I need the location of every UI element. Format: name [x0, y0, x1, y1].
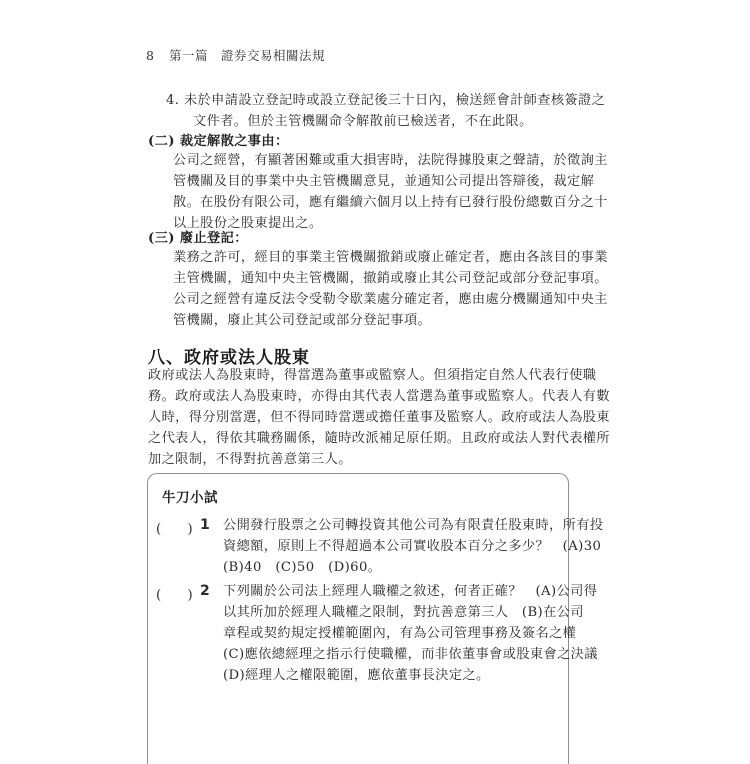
- quiz-title: 牛刀小試: [162, 490, 218, 506]
- paragraph-line: 以上股份之股東提出之。: [173, 216, 323, 231]
- question-line: 以其所加於經理人職權之限制，對抗善意第三人 (B)在公司: [223, 605, 584, 620]
- question-line: 章程或契約規定授權範圍內，有為公司管理事務及簽名之權: [223, 626, 577, 641]
- question-line: 資總額，原則上不得超過本公司實收股本百分之多少？ (A)30: [223, 539, 602, 554]
- subsection-title-dissolution-grounds: (二) 裁定解散之事由：: [148, 134, 289, 149]
- question-line: (C)應依總經理之指示行使職權，而非依董事會或股東會之決議: [223, 647, 598, 662]
- section-body: [148, 365, 610, 470]
- question-line: (D)經理人之權限範圍，應依董事長決定之。: [223, 668, 490, 683]
- paragraph-line: 務。政府或法人為股東時，亦得由其代表人當選為董事或監察人。代表人有數: [148, 389, 610, 404]
- question-line: (B)40 (C)50 (D)60。: [223, 560, 382, 575]
- question-line: 公開發行股票之公司轉投資其他公司為有限責任股東時，所有投: [223, 518, 604, 533]
- question-1-text: [223, 515, 603, 578]
- subsection-title-revocation: (三) 廢止登記：: [148, 231, 248, 246]
- item-4: [166, 90, 605, 132]
- question-line: 下列關於公司法上經理人職權之敘述，何者正確？ (A)公司得: [223, 584, 598, 599]
- section-title: 八、政府或法人股東: [148, 348, 310, 368]
- paragraph-line: 散。在股份有限公司，應有繼續六個月以上持有已發行股份總數百分之十: [173, 195, 608, 210]
- question-number: 2: [200, 583, 210, 599]
- paragraph-line: 政府或法人為股東時，得當選為董事或監察人。但須指定自然人代表行使職: [148, 368, 597, 383]
- answer-blank: ( ): [156, 588, 193, 603]
- quiz-box: [147, 473, 604, 764]
- paragraph-line: 主管機關，通知中央主管機關，撤銷或廢止其公司登記或部分登記事項。: [173, 271, 608, 286]
- subsection-revocation-body: [173, 247, 608, 331]
- subsection-dissolution-grounds-body: [173, 150, 608, 234]
- answer-blank: ( ): [156, 522, 193, 537]
- paragraph-line: 管機關及目的事業中央主管機關意見，並通知公司提出答辯後，裁定解: [173, 174, 595, 189]
- question-number: 1: [200, 517, 210, 533]
- running-header: [146, 46, 325, 64]
- paragraph-line: 加之限制，不得對抗善意第三人。: [148, 452, 352, 467]
- paragraph-line: 公司之經營有違反法令受勒令歇業處分確定者，應由處分機關通知中央主: [173, 292, 608, 307]
- item-4-line: 文件者。但於主管機關命令解散前已檢送者，不在此限。: [193, 114, 533, 129]
- paragraph-line: 公司之經營，有顯著困難或重大損害時，法院得據股東之聲請，於徵詢主: [173, 153, 608, 168]
- paragraph-line: 管機關，廢止其公司登記或部分登記事項。: [173, 313, 432, 328]
- question-2-text: [223, 581, 598, 686]
- paragraph-line: 業務之許可，經目的事業主管機關撤銷或廢止確定者，應由各該目的事業: [173, 250, 608, 265]
- chapter-title: 第一篇 證券交易相關法規: [168, 48, 325, 63]
- page-number: 8: [146, 48, 155, 63]
- paragraph-line: 之代表人，得依其職務關係，隨時改派補足原任期。且政府或法人對代表權所: [148, 431, 610, 446]
- paragraph-line: 人時，得分別當選，但不得同時當選或擔任董事及監察人。政府或法人為股東: [148, 410, 610, 425]
- item-4-line: 4. 未於申請設立登記時或設立登記後三十日內，檢送經會計師查核簽證之: [166, 93, 606, 108]
